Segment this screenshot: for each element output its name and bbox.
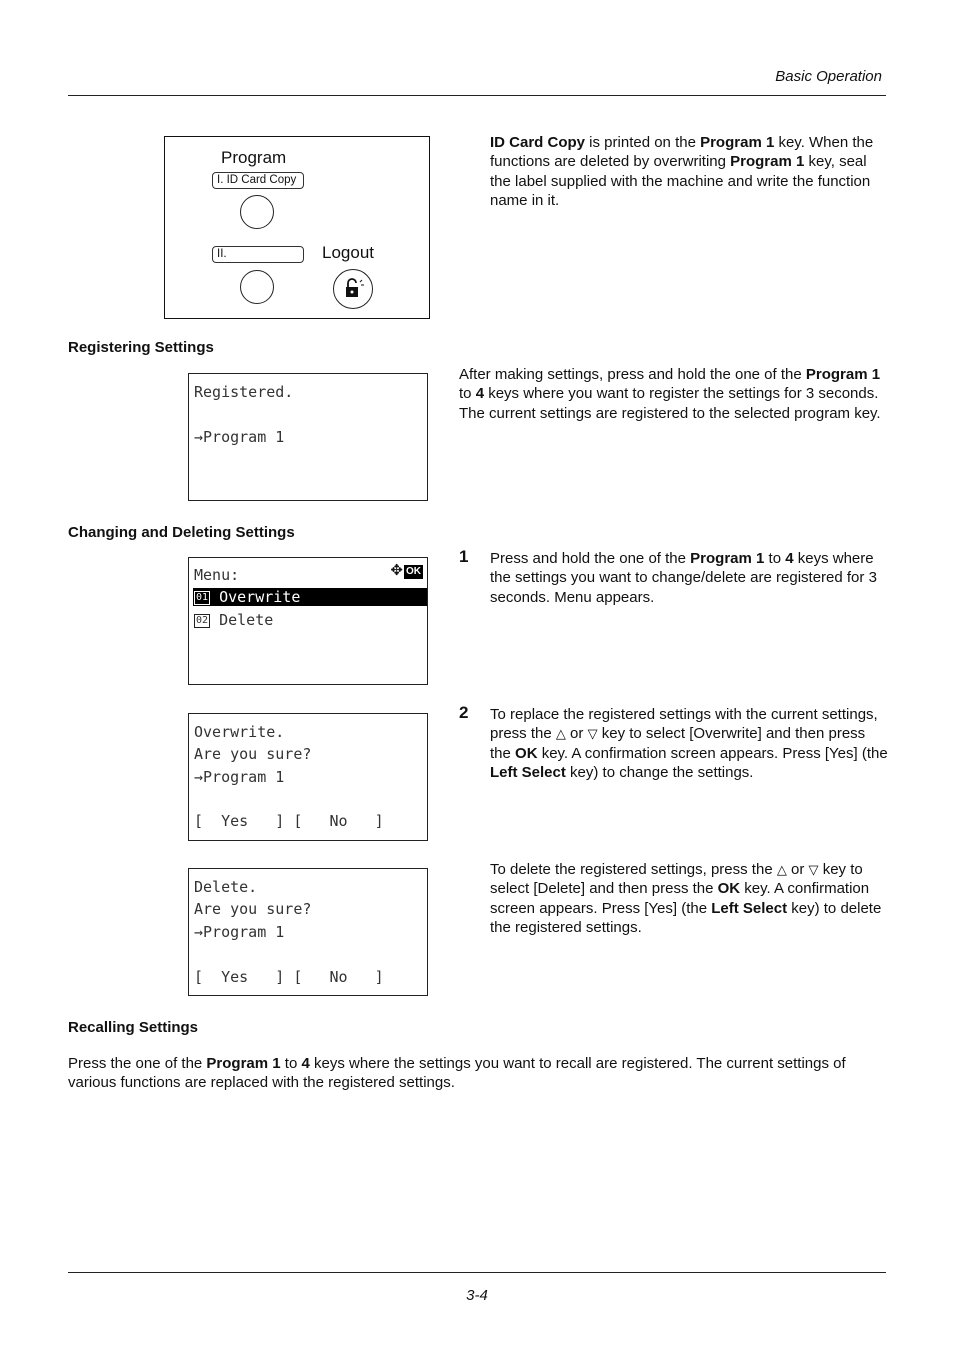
lcd-menu-screen xyxy=(188,557,428,685)
menu-item-label: Overwrite xyxy=(210,588,301,606)
step2-paragraph: To replace the registered settings with the current settings, press the △ or ▽ key to select [Overwrite] and then press the OK key. A confirmation screen appears. Press [Yes] (the Left Select key) to change the settings. xyxy=(490,706,888,781)
header-rule xyxy=(68,95,886,96)
lcd-line: Overwrite. xyxy=(194,723,285,741)
program-key1-button[interactable] xyxy=(240,195,274,229)
lcd-line: →Program 1 xyxy=(194,923,285,941)
registering-paragraph: After making settings, press and hold the one of the Program 1 to 4 keys where you want to register the settings for 3 seconds. The current settings are registered to the selected program key. xyxy=(459,366,881,422)
lcd-registered-screen xyxy=(188,373,428,501)
menu-item-label: Delete xyxy=(210,611,274,629)
item-number-badge: 02 xyxy=(196,615,209,626)
lcd-overwrite-screen xyxy=(188,713,428,841)
section-heading-registering: Registering Settings xyxy=(68,339,214,356)
step-number: 2 xyxy=(459,703,469,722)
lcd-line: →Program 1 xyxy=(194,768,285,786)
program-label: Program xyxy=(221,148,287,167)
lcd-line: Are you sure? xyxy=(194,745,312,763)
running-header: Basic Operation xyxy=(775,68,882,85)
section-heading-recalling: Recalling Settings xyxy=(68,1019,199,1036)
down-triangle-icon: ▽ xyxy=(587,726,598,742)
intro-paragraph: ID Card Copy is printed on the Program 1 key. When the functions are deleted by overwriting Program 1 key, seal the label supplied with the machine and write the function name in it. xyxy=(490,134,874,209)
delete-paragraph: To delete the registered settings, press the △ or ▽ key to select [Delete] and then press the OK key. A confirmation screen appears. Press [Yes] (the Left Select key) to delete the registered settings. xyxy=(490,861,882,936)
down-triangle-icon: ▽ xyxy=(808,862,819,877)
logout-label: Logout xyxy=(322,243,374,262)
section-heading-changing: Changing and Deleting Settings xyxy=(68,524,295,541)
lcd-line: Delete. xyxy=(194,878,258,896)
lcd-menu-title: Menu: xyxy=(194,566,240,584)
lcd-line: Registered. xyxy=(194,383,294,401)
menu-item-overwrite[interactable] xyxy=(193,588,427,606)
item-number-badge: 01 xyxy=(196,592,209,603)
ok-icon: OK xyxy=(406,566,421,577)
lcd-line: →Program 1 xyxy=(194,428,285,446)
move-arrows-icon: ✥ xyxy=(390,562,403,579)
lcd-delete-screen xyxy=(188,868,428,996)
lcd-line: Are you sure? xyxy=(194,900,312,918)
up-triangle-icon: △ xyxy=(776,862,787,877)
logout-button[interactable] xyxy=(333,269,373,309)
program-key-panel xyxy=(164,136,430,319)
step1-paragraph: Press and hold the one of the Program 1 to 4 keys where the settings you want to change/delete are registered for 3 seconds. Menu appears. xyxy=(490,550,877,606)
program-key2-button[interactable] xyxy=(240,270,274,304)
program-key2-label: II. xyxy=(212,246,304,263)
footer-rule xyxy=(68,1272,886,1273)
up-triangle-icon: △ xyxy=(555,726,566,742)
lcd-yes-no-line[interactable]: [ Yes ] [ No ] xyxy=(194,812,384,830)
menu-item-delete[interactable] xyxy=(194,611,273,629)
program-key1-label: I. ID Card Copy xyxy=(212,172,304,189)
page-number: 3-4 xyxy=(466,1287,488,1304)
step-number: 1 xyxy=(459,547,469,566)
lcd-yes-no-line[interactable]: [ Yes ] [ No ] xyxy=(194,968,384,986)
lock-icon xyxy=(334,270,372,308)
recalling-paragraph: Press the one of the Program 1 to 4 keys where the settings you want to recall are registered. The current settings of various functions are replaced with the registered settings. xyxy=(68,1055,846,1092)
